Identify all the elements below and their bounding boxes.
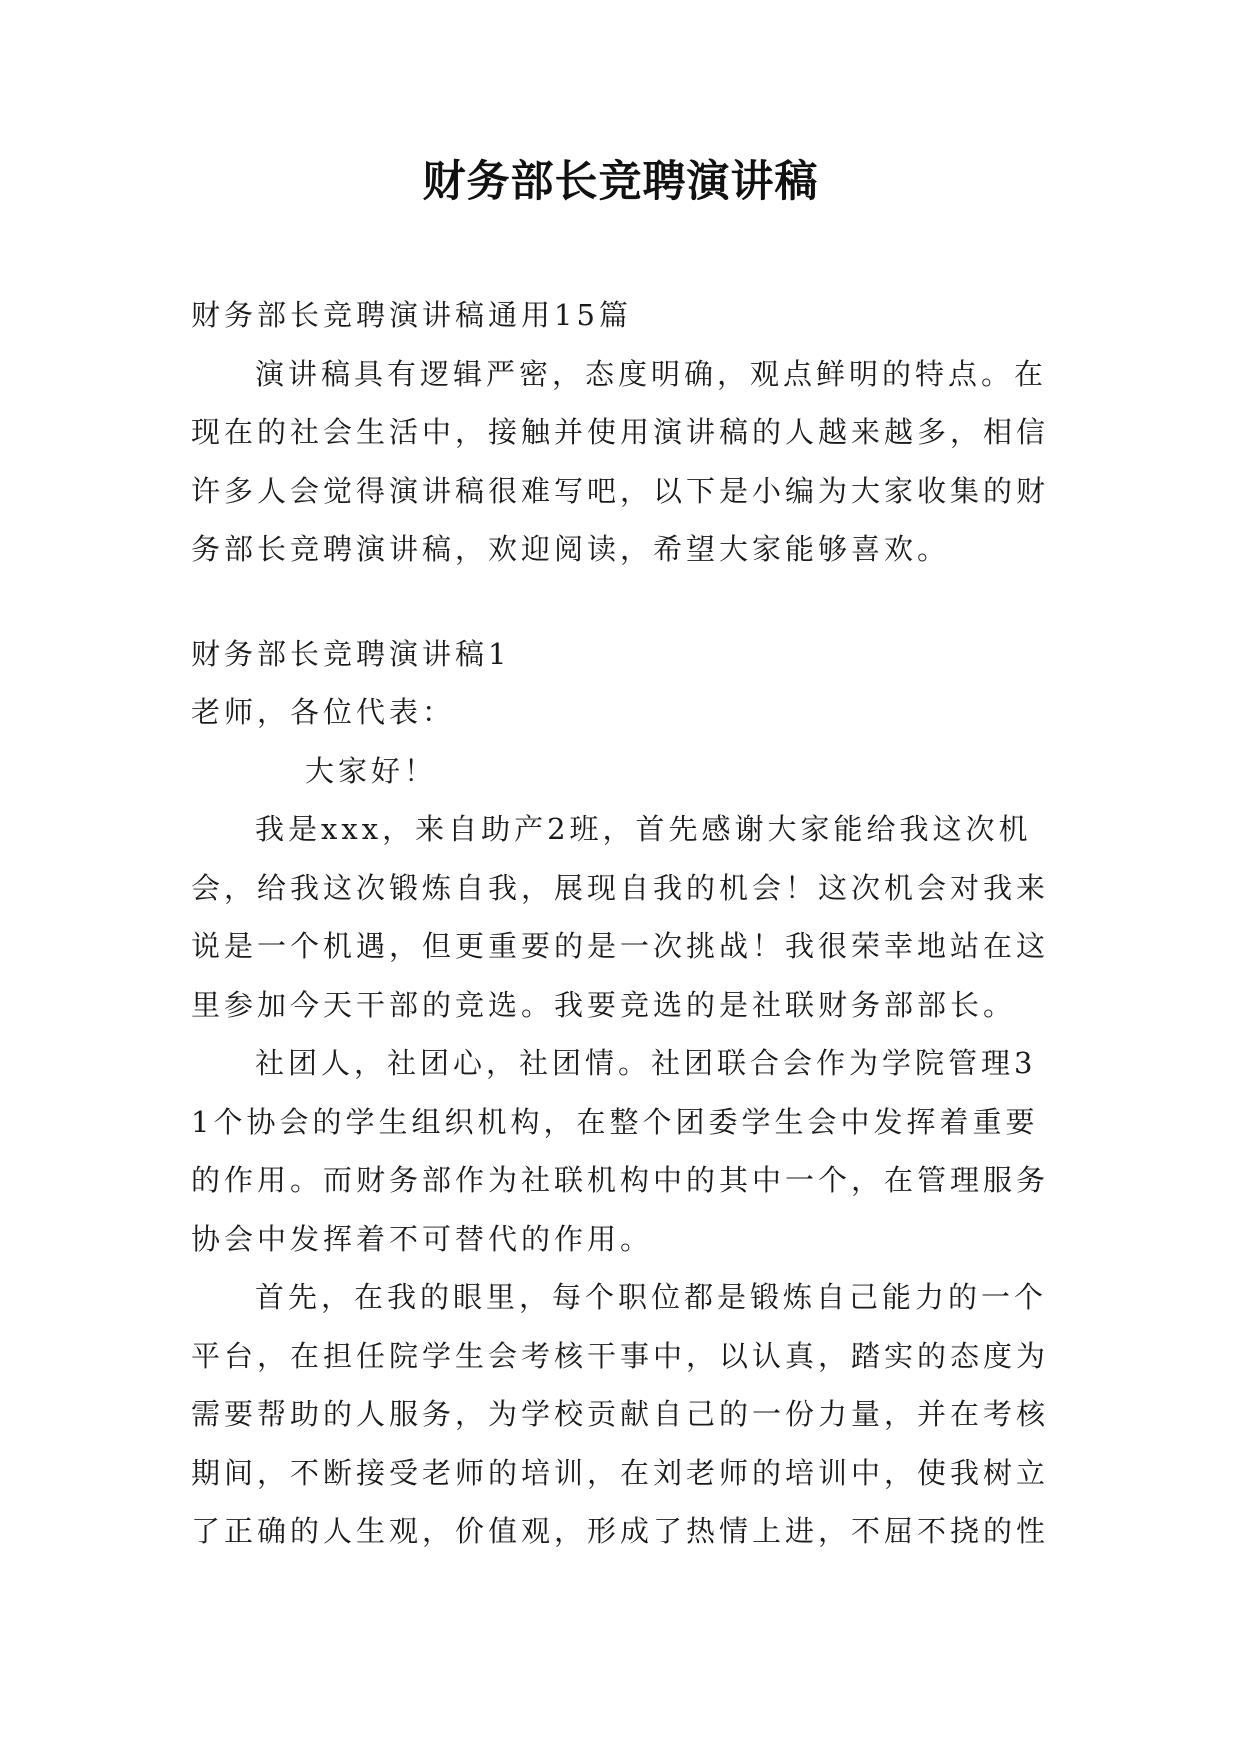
section-heading: 财务部长竞聘演讲稿1	[191, 636, 511, 671]
greeting: 大家好！	[305, 753, 438, 788]
body-paragraph: 我是xxx，来自助产2班，首先感谢大家能给我这次机会，给我这次锻炼自我，展现自我的机会！这次机会对我来说是一个机遇，但更重要的是一次挑战！我很荣幸地站在这里参加今天干部的竞选。我要竞选的是社联财务部部长。	[191, 812, 1050, 1022]
intro-paragraph: 演讲稿具有逻辑严密，态度明确，观点鲜明的特点。在现在的社会生活中，接触并使用演讲稿的人越来越多，相信许多人会觉得演讲稿很难写吧，以下是小编为大家收集的财务部长竞聘演讲稿，欢迎阅读，希望大家能够喜欢。	[191, 356, 1050, 566]
page-title: 财务部长竞聘演讲稿	[422, 157, 819, 207]
body-paragraph: 社团人，社团心，社团情。社团联合会作为学院管理31个协会的学生组织机构，在整个团委学生会中发挥着重要的作用。而财务部作为社联机构中的其中一个，在管理服务协会中发挥着不可替代的作用。	[191, 1046, 1050, 1256]
document-subtitle: 财务部长竞聘演讲稿通用15篇	[191, 298, 632, 332]
body-paragraph: 首先，在我的眼里，每个职位都是锻炼自己能力的一个平台，在担任院学生会考核干事中，以认真，踏实的态度为需要帮助的人服务，为学校贡献自己的一份力量，并在考核期间，不断接受老师的培训，在刘老师的培训中，使我树立了正确的人生观，价值观，形成了热情上进，不屈不挠的性	[191, 1280, 1050, 1548]
salutation: 老师，各位代表：	[191, 695, 456, 729]
document-body	[191, 286, 1051, 1561]
